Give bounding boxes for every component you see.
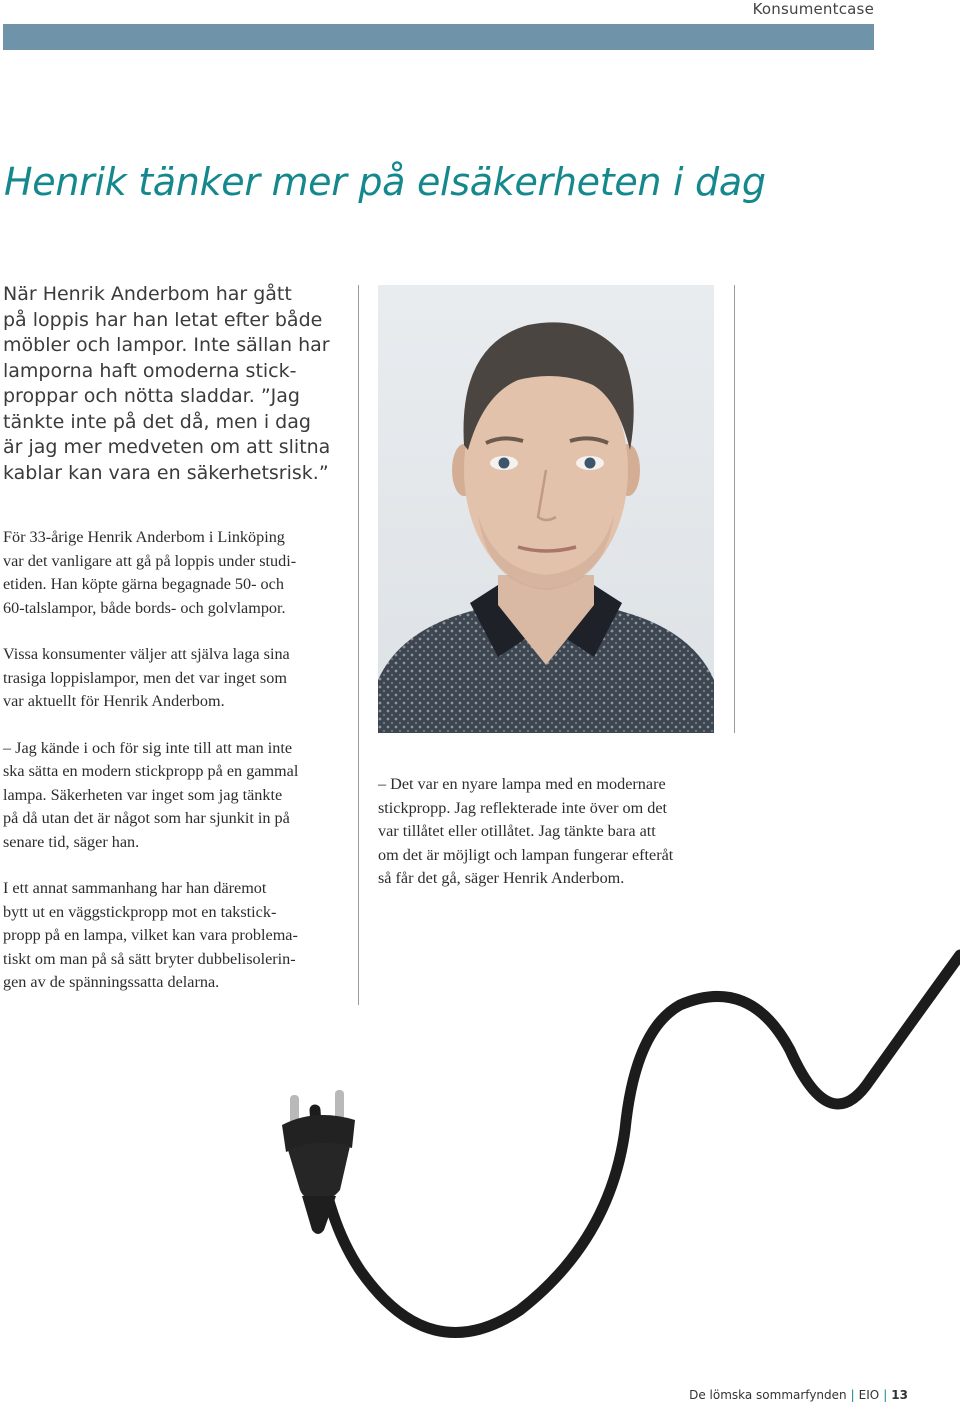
footer-separator-2: | — [883, 1388, 888, 1402]
footer-org: EIO — [858, 1388, 880, 1402]
portrait-illustration — [378, 285, 714, 733]
body-paragraph-3: – Jag kände i och för sig inte till att man inte ska sätta en modern stickpropp på en gammal lampa. Säkerheten var inget som jag tänkte på då utan det är något som har sjunkit in på senare tid, säger han. — [3, 738, 299, 851]
article-ingress: När Henrik Anderbom har gått på loppis har han letat efter både möbler och lampor. Inte sällan har lamporna haft omoderna stick- proppar och nötta sladdar. ”Jag tänkte inte på det då, men i dag är jag mer medveten om att slitna kablar kan vara en säkerhetsrisk.” — [3, 283, 331, 484]
body-paragraph-1: För 33-årige Henrik Anderbom i Linköping var det vanligare att gå på loppis under studi- etiden. Han köpte gärna begagnade 50- och 60-talslampor, både bords- och golvlampor. — [3, 528, 297, 617]
footer-separator: | — [850, 1388, 855, 1402]
article-headline: Henrik tänker mer på elsäkerheten i dag — [4, 160, 766, 204]
plug-cable-illustration — [230, 880, 960, 1400]
header-bar — [3, 24, 874, 50]
footer-publication: De lömska sommarfynden — [689, 1388, 847, 1402]
footer-page-number: 13 — [891, 1388, 908, 1402]
body-paragraph-5: – Det var en nyare lampa med en modernare stickpropp. Jag reflekterade inte över om det var tillåtet eller otillåtet. Jag tänkte bara att om det är möjligt och lampan fungerar efteråt så får det gå, säger Henrik Anderbom. — [378, 775, 674, 887]
column-divider-right — [734, 285, 735, 733]
section-label: Konsumentcase — [752, 0, 874, 18]
body-paragraph-4: I ett annat sammanhang har han däremot bytt ut en väggstickpropp mot en takstick- propp på en lampa, vilket kan vara problema- tiskt om man på så sätt bryter dubbelisolerin- gen av de spänningssatta delarna. — [3, 879, 298, 991]
body-paragraph-2: Vissa konsumenter väljer att själva laga sina trasiga loppislampor, men det var inget som var aktuellt för Henrik Anderbom. — [3, 645, 290, 710]
page-footer — [689, 1388, 908, 1402]
portrait-photo — [378, 285, 714, 733]
